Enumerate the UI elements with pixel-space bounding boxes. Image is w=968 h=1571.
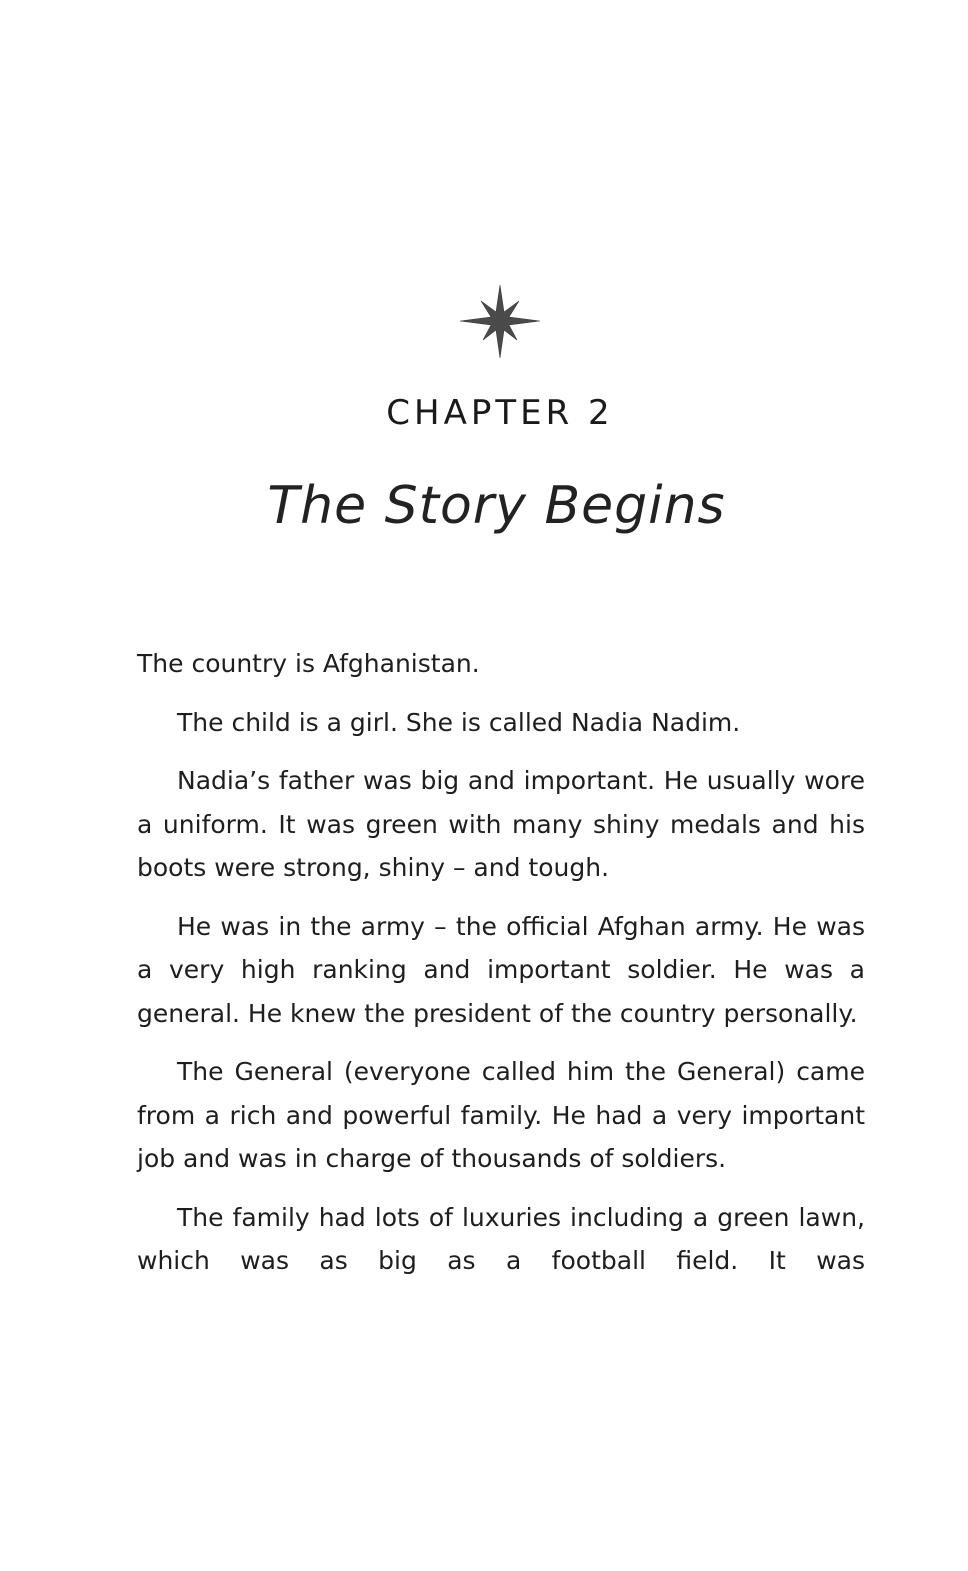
chapter-title: The Story Begins — [267, 476, 726, 536]
paragraph: The child is a girl. She is called Nadia Nadim. — [177, 707, 741, 737]
paragraph: The family had lots of luxuries including a green lawn, which was as big as a football field. It was — [137, 1202, 865, 1275]
paragraph: He was in the army – the official Afghan army. He was a very high ranking and important soldier. He was a general. He knew the president of the country personally. — [137, 911, 865, 1028]
chapter-number: CHAPTER 2 — [386, 393, 614, 433]
star-ornament-icon — [458, 283, 542, 359]
paragraph: The General (everyone called him the General) came from a rich and powerful family. He had a very important job and was in charge of thousands of soldiers. — [137, 1057, 865, 1173]
paragraph: The country is Afghanistan. — [137, 649, 480, 678]
paragraph: Nadia’s father was big and important. He usually wore a uniform. It was green with many shiny medals and his boots were strong, shiny – and tough. — [137, 766, 865, 882]
chapter-body — [137, 642, 865, 1298]
